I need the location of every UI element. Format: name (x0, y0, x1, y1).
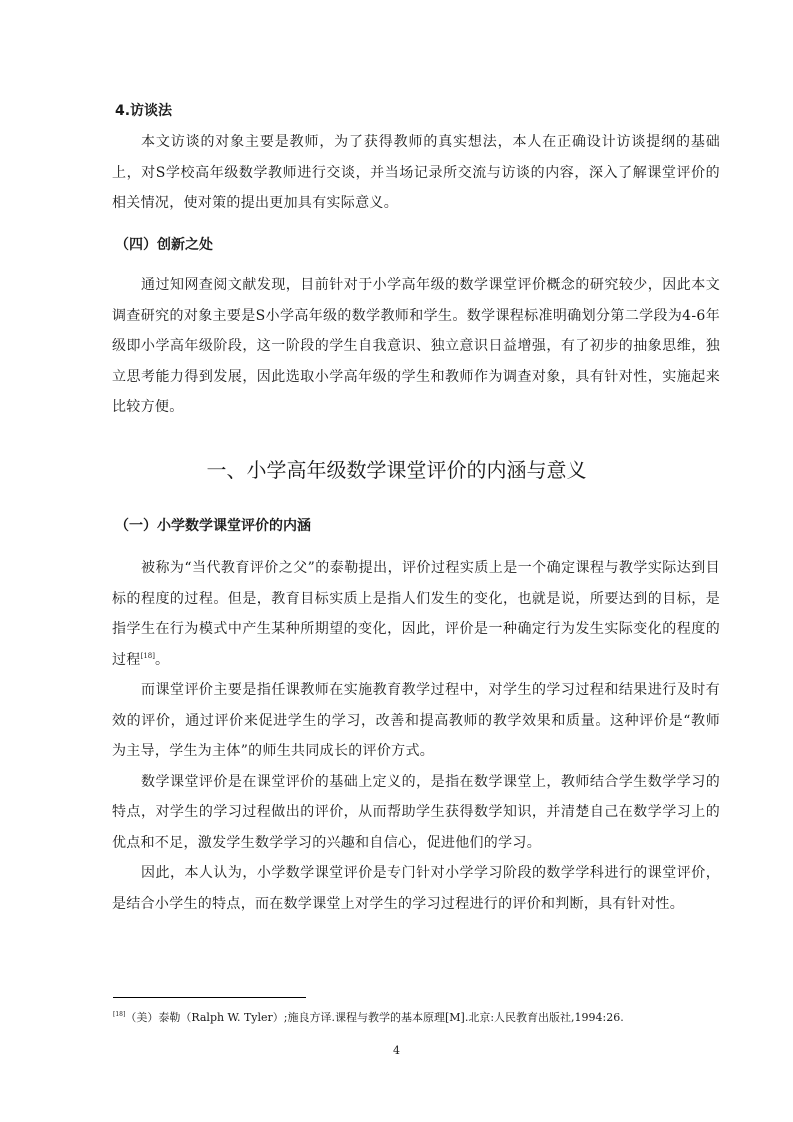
innovation-heading: （四）创新之处 (115, 237, 213, 253)
connotation-block (112, 553, 720, 919)
method4-heading: 4.访谈法 (115, 103, 173, 119)
connotation-heading: （一）小学数学课堂评价的内涵 (115, 518, 311, 534)
footnote-text: （美）泰勒（Ralph W. Tyler）;施良方译.课程与教学的基本原理[M].北京:人民教育出版社,1994:26. (125, 1011, 624, 1024)
connotation-paragraph-4: 因此，本人认为，小学数学课堂评价是专门针对小学学习阶段的数学学科进行的课堂评价，是结合小学生的特点，而在数学课堂上对学生的学习过程进行的评价和判断，具有针对性。 (112, 865, 720, 912)
page-number: 4 (393, 1044, 400, 1057)
paragraph-1-end: 。 (154, 651, 170, 668)
connotation-paragraph-1 (112, 553, 720, 675)
method4-block (112, 127, 720, 219)
chapter-title: 一、小学高年级数学课堂评价的内涵与意义 (206, 458, 587, 482)
citation-ref-18[interactable]: [18] (140, 651, 155, 660)
innovation-block (112, 270, 720, 423)
method4-paragraph: 本文访谈的对象主要是教师，为了获得教师的真实想法，本人在正确设计访谈提纲的基础上，对S学校高年级数学教师进行交谈，并当场记录所交流与访谈的内容，深入了解课堂评价的相关情况，使对策的提出更加具有实际意义。 (112, 134, 720, 211)
footnote-divider (113, 997, 306, 998)
connotation-paragraph-3: 数学课堂评价是在课堂评价的基础上定义的，是指在数学课堂上，教师结合学生数学学习的特点，对学生的学习过程做出的评价，从而帮助学生获得数学知识，并清楚自己在数学学习上的优点和不足，激发学生数学学习的兴趣和自信心，促进他们的学习。 (112, 773, 720, 851)
connotation-paragraph-2: 而课堂评价主要是指任课教师在实施教育教学过程中，对学生的学习过程和结果进行及时有效的评价，通过评价来促进学生的学习，改善和提高教师的教学效果和质量。这种评价是“教师为主导，学生为主体”的师生共同成长的评价方式。 (112, 682, 720, 759)
paragraph-1-text: 被称为“当代教育评价之父”的泰勒提出，评价过程实质上是一个确定课程与教学实际达到目标的程度的过程。但是，教育目标实质上是指人们发生的变化，也就是说，所要达到的目标，是指学生在行为模式中产生某种所期望的变化，因此，评价是一种确定行为发生实际变化的程度的过程 (112, 560, 720, 668)
innovation-paragraph: 通过知网查阅文献发现，目前针对于小学高年级的数学课堂评价概念的研究较少，因此本文调查研究的对象主要是S小学高年级的数学教师和学生。数学课程标准明确划分第二学段为4-6年级即小学高年级阶段，这一阶段的学生自我意识、独立意识日益增强，有了初步的抽象思维，独立思考能力得到发展，因此选取小学高年级的学生和教师作为调查对象，具有针对性，实施起来比较方便。 (112, 277, 720, 415)
footnote (113, 1010, 624, 1026)
footnote-ref: [18] (113, 1011, 126, 1018)
